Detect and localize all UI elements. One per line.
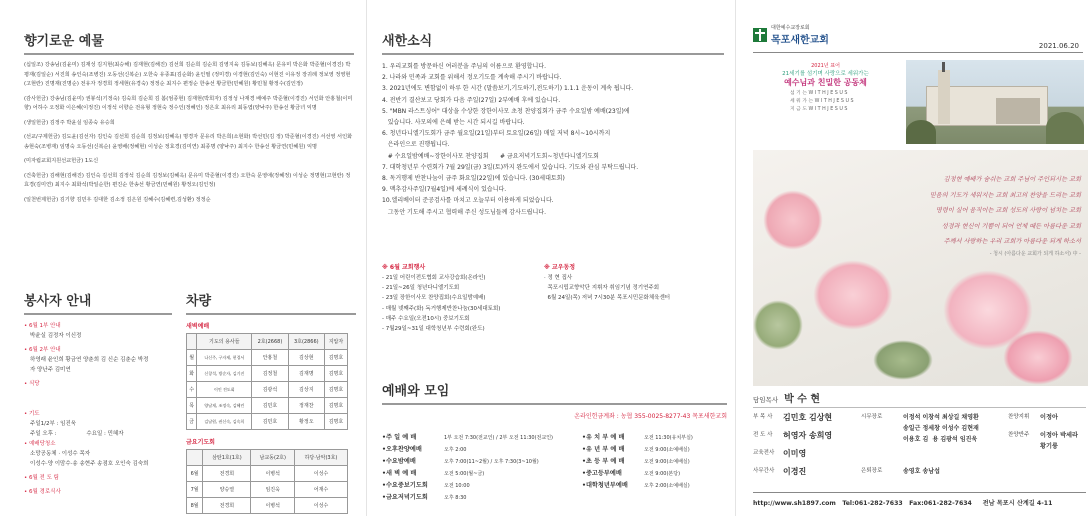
poem-line: 믿음의 기도가 세워지는 교회 최고의 찬양을 드리는 교회: [929, 191, 1081, 199]
guild-title: ※ 교우동정: [544, 264, 576, 271]
events-list: [382, 273, 542, 334]
table-cell: 금: [187, 414, 197, 430]
staff-names: 김민호 김상현: [783, 413, 833, 422]
cleaning-line: 이성수·양 이맘수·송 송현주 송점호 오인숙 김숙희: [30, 461, 149, 467]
worship-name: •대학청년부예배: [582, 482, 628, 489]
guild-item: 목포시립교향악단 지휘자 취임기념 정기연주회: [544, 285, 660, 292]
table-row: [187, 414, 348, 430]
volunteer-group-label: • 6월 1부 안내: [24, 323, 61, 329]
table-cell: 이병석: [251, 466, 294, 482]
table-cell: 이인 전도회: [197, 382, 252, 398]
poem-credit: - 청시 (아름다운 교회가 되게 하소서) 中 -: [989, 251, 1081, 257]
staff-role: 전 도 사: [753, 432, 773, 438]
divider: [753, 52, 1083, 53]
worship-name: •오후찬양예배: [382, 446, 422, 453]
worship-time: 오전 10:00: [444, 483, 470, 489]
divider: [186, 313, 356, 315]
motto-block: [768, 62, 883, 114]
table-header-cell: [187, 450, 203, 466]
event-item: - 매월 넷째주(화) 독거행제반찬나눔(30세대토회): [382, 305, 501, 312]
worship-schedule-left: [382, 432, 582, 504]
friday-vehicle-table: [186, 449, 348, 514]
staff-role: 교육전사: [753, 450, 775, 456]
staff-role: 찬양반주: [1008, 432, 1030, 438]
staff-names: 이미영: [783, 449, 807, 458]
worship-time: 오후 2:00(소예배실): [644, 483, 690, 489]
poem-line: 주께서 사랑하는 우리 교회가 아름다운 되게 하소서: [943, 238, 1081, 245]
table-row: [187, 498, 348, 514]
staff-names: 이정석 이창석 최상길 채영환 송일근 정세창 이성수 김현재 이용호 김 용 김광석 임진욱: [903, 414, 979, 443]
table-cell: 김상지: [288, 382, 324, 398]
table-header-cell: 남교동(2호): [251, 450, 294, 466]
news-item: # 수요일밤예배~장한이사모 찬양집회 # 금요저녁기도회~청년다니엘기도회: [382, 152, 599, 160]
worship-row: [382, 444, 582, 456]
volunteer-group-label: • 식당: [24, 381, 40, 387]
volunteer-group-body: 하영래 윤인희 황금연 양춘희 김 신순 김춘순 박정자 양난주 김미연: [30, 357, 149, 373]
volunteer-group-body: 박윤실 김정자 이신정: [30, 333, 82, 339]
table-cell: 김명호: [324, 382, 347, 398]
table-header-cell: 지압자: [324, 334, 347, 350]
table-cell: 화: [187, 366, 197, 382]
offering-paragraph: (일천번제헌금) 김기향 김민우 김대한 김소정 김은원 김혜수(김혜련,김성환) 정정순: [24, 196, 211, 203]
worship-row: [582, 468, 727, 480]
prayer-line: 주일1/2부 : 임진욱: [30, 421, 77, 427]
meal-label: • 6월 경로식사: [24, 489, 61, 495]
worship-row: [582, 444, 727, 456]
pastor-name: 박 수 현: [784, 394, 821, 405]
church-logo: [753, 24, 829, 46]
table-row: [187, 466, 348, 482]
middle-panel: [372, 0, 732, 516]
staff-role: 사무간사: [753, 468, 775, 474]
church-name: 목포새한교회: [771, 35, 829, 46]
worship-title: 예배와 모임: [382, 384, 450, 399]
news-item: 1. 우리교회를 방문하신 여러분을 주님의 이름으로 환영합니다.: [382, 63, 546, 70]
offering-list: [24, 61, 354, 205]
news-item: 7. 대학청년부 수련회가 7월 29일(금) 3일(토)까지 완도에서 있습니다. 기도와 관심 부탁드립니다.: [382, 163, 639, 171]
worship-name: •수요중보기도회: [382, 482, 428, 489]
worship-time: 오전 11:30(유치부실): [644, 435, 693, 441]
guild-list: [544, 273, 724, 304]
table-cell: 이성수: [294, 498, 347, 514]
volunteer-section: [24, 290, 172, 497]
prayer-line: 주일 오후 : 수요일 : 민혜자: [30, 431, 124, 437]
news-item: 있습니다. 사모의에 은혜 받는 시간 되시길 바랍니다.: [382, 119, 525, 127]
staff-role: 은퇴장로: [861, 468, 883, 474]
staff-role: 찬양지휘: [1008, 414, 1030, 420]
guild-item: · 정 현 집사: [544, 275, 573, 281]
worship-name: •초 등 부 예 배: [582, 458, 625, 465]
table-cell: 김재명: [288, 366, 324, 382]
table-header-cell: 2호(2668): [252, 334, 288, 350]
worship-time: 오전 5:00(월~금): [444, 471, 485, 477]
news-item: 10.엘리베이터 준공검사를 마치고 오늘부터 이용하게 되었습니다.: [382, 197, 554, 205]
table-header-cell: [187, 334, 197, 350]
table-cell: 나신주, 구자제, 현경서: [197, 350, 252, 366]
worship-name: •중고등부예배: [582, 470, 622, 477]
news-item: 9. 맥추감사주일(7월4일)에 세례식이 있습니다.: [382, 186, 507, 194]
table-header-row: [187, 450, 348, 466]
table-cell: 수: [187, 382, 197, 398]
news-item: 3. 2021년에도 변함없이 하루 한 시간 (말씀보기,기도하기,전도하기) 1.1.1 운동이 계속 됩니다.: [382, 85, 634, 93]
table-cell: 김명호: [324, 398, 347, 414]
right-panel: [738, 0, 1091, 516]
table-cell: 김민호: [252, 398, 288, 414]
staff-names: 이정아 박세라 황기륭: [1040, 432, 1079, 450]
news-item: 2. 나라와 민족과 교회를 위해서 정오기도를 계속해 주시기 바랍니다.: [382, 74, 562, 82]
motto-year: 2021년 표어: [811, 63, 840, 69]
cleaning-line: 소망공동체 · 이성수 목자: [30, 451, 91, 457]
table-header-row: [187, 334, 348, 350]
worship-time: 오후 2:00: [444, 447, 467, 453]
cross-icon: [753, 28, 767, 42]
offering-title: 향기로운 예물: [24, 34, 104, 49]
worship-row: [582, 480, 727, 492]
staff-names: 허영자 송희영: [783, 431, 833, 440]
guild-item: 6월 24일(목) 저녁 7시30분 목포시민문화체육센터: [544, 295, 671, 302]
worship-row: [382, 432, 582, 444]
staff-names: 이경진: [783, 467, 807, 476]
table-header-cell: 3호(2866): [288, 334, 324, 350]
table-header-cell: 삼탄1호(1호): [203, 450, 251, 466]
table-cell: 김민호: [252, 414, 288, 430]
worship-time: 오전 9:00(본당): [644, 471, 681, 477]
news-item: 8. 독거행제 반찬나눔이 금주 화요일(22일)에 있습니다. (30세대토회): [382, 175, 565, 183]
table-row: [187, 366, 348, 382]
table-cell: 김상현: [288, 350, 324, 366]
table-header-cell: 하당·남악(3호): [294, 450, 347, 466]
staff-role: 시무장로: [861, 414, 883, 420]
dawn-vehicle-table: [186, 333, 348, 430]
worship-name: •주 일 예 배: [382, 434, 417, 441]
table-cell: 전경희: [203, 498, 251, 514]
denomination: 대한예수교장로회: [771, 25, 810, 31]
friday-vehicle-title: 금요기도회: [186, 439, 215, 446]
table-cell: 이병석: [251, 498, 294, 514]
table-cell: 목: [187, 398, 197, 414]
table-row: [187, 482, 348, 498]
news-list: [382, 61, 724, 218]
worship-time: 오후 7:00(11~2월) / 오후 7:30(3~10월): [444, 459, 539, 465]
table-row: [187, 382, 348, 398]
news-item: 그동안 기도해 주시고 협력해 주신 성도님들께 감사드립니다.: [382, 208, 546, 216]
worship-time: 오전 9:00(소예배실): [644, 459, 690, 465]
table-cell: 정재찬: [288, 398, 324, 414]
worship-row: [382, 492, 582, 504]
worship-time: 오전 9:00(소예배실): [644, 447, 690, 453]
vehicle-title: 차량: [186, 294, 212, 309]
poem: [791, 172, 1081, 250]
staff-role: 부 목 사: [753, 414, 773, 420]
offering-paragraph: (미자립교회지원선교헌금) 1도신: [24, 158, 99, 164]
table-cell: 이성수: [294, 466, 347, 482]
events-section: [382, 263, 542, 334]
prayer-label: • 기도: [24, 411, 40, 417]
guild-section: [544, 263, 724, 304]
event-item: - 21일~26일 청년다니엘기도회: [382, 285, 460, 292]
volunteer-title: 봉사자 안내: [24, 294, 92, 309]
offering-paragraph: (건축헌금) 김해현(김해진) 김인숙 김선희 김정석 김순희 김정보(김혜옥) 문유미 박준혈(이경진) 오한숙 문영애(정혜정) 이성순 정명현(고현란) 정효경(김미연) 최지수 최화석(박일순한) 편진순 한송선 황금연(민혜원) 황정오(김인정): [24, 172, 351, 188]
worship-row: [382, 468, 582, 480]
divider: [24, 53, 354, 55]
church-building-photo: [906, 60, 1084, 144]
news-item: 4. 전반기 결산보고 당회가 다음 주일(27일) 2부예배 후에 있습니다.: [382, 96, 561, 104]
table-cell: 전경희: [203, 466, 251, 482]
table-cell: 안홍철: [252, 350, 288, 366]
table-cell: 월: [187, 350, 197, 366]
table-cell: 6월: [187, 466, 203, 482]
bulletin-date: 2021.06.20: [1038, 42, 1079, 50]
table-row: [187, 350, 348, 366]
offering-paragraph: (십일조) 강송님(김윤미) 김재성 김지현(최승해) 김재현(김해진) 김선희 김순희 김순희 김영지육 김동보(김혜옥) 문유미 박은화 박준혈(이경진) 박평재(김일순) 서진희 송인숙(조병진) 오동선(신복순) 오한숙 유종표(김순화) 윤인필 (정미경) 이경현(김인숙) 이현진 이유정 장귀례 정보영 정영현(고현란) 진명재(진명순) 전유자 정경희 정세현(유경숙) 정정순 최지수 편정순 한송선 황금한(민혜원) 황민철 황정수(김인정): [24, 62, 351, 87]
news-item: 5. "MBN 라스트싱어" 대상을 수상한 장한이사모 초청 찬양집회가 금주 수요일밤 예배(23일)에: [382, 107, 630, 115]
table-cell: 신창석, 방순자, 김기진: [197, 366, 252, 382]
poem-line: 김정현 예배가 숨쉬는 교회 주님이 주인되시는 교회: [943, 176, 1081, 183]
table-cell: 김정철: [252, 366, 288, 382]
event-item: - 21일 어린이전도협회 교사강습회(온라인): [382, 275, 486, 281]
divider: [753, 407, 1086, 408]
divider: [382, 403, 727, 405]
staff-grid: [753, 412, 1086, 487]
motto-sub: 섬 기 는 W I T H J E S U S: [790, 91, 848, 96]
worship-name: •유 년 부 예 배: [582, 446, 625, 453]
staff-section: [753, 390, 1086, 507]
poem-line: 성경과 현신이 기쁨이 되어 언제 때든 아름다운 교회: [941, 222, 1081, 230]
table-cell: 7월: [187, 482, 203, 498]
online-account: 온라인헌금계좌 : 농협 355-0025-8277-43 목포새한교회: [574, 413, 727, 420]
offering-paragraph: (감사헌금) 강송님(김윤미) 권봉석(기정숙) 김숙희 김순희 김 봄(엄종현) 김재현(박희자) 김정성 나재경 배예주 박준혈(이경진) 서인화 안홍철(이미향) 어하수 오정화 이은혜(이정진) 이정석 이향순 전유형 정현숙 정수인(정혜인) 정은호 최유리 최동엽(양낙주) 한송선 황금녀 익명: [24, 95, 353, 111]
table-cell: 어재수: [294, 482, 347, 498]
flower-image: [753, 150, 1088, 386]
table-cell: 8월: [187, 498, 203, 514]
motto-line2: 예수님과 친밀한 공동체: [784, 78, 867, 87]
worship-section: [382, 380, 727, 504]
worship-row: [382, 456, 582, 468]
offering-paragraph: (생일헌금) 김정주 박윤실 임종숙 유승희: [24, 119, 115, 126]
divider: [382, 53, 724, 55]
table-cell: 김명호: [324, 414, 347, 430]
table-cell: 양남재, 조정숙, 김혜린: [197, 398, 252, 414]
table-cell: 김남원, 권신숙, 김숙희: [197, 414, 252, 430]
table-cell: 김광석: [252, 382, 288, 398]
dawn-vehicle-title: 새벽예배: [186, 323, 210, 330]
worship-name: •유 치 부 예 배: [582, 434, 625, 441]
news-title: 새한소식: [382, 34, 433, 49]
vehicle-section: [186, 290, 356, 514]
worship-time: 오후 8:30: [444, 495, 467, 501]
staff-names: 이정아: [1040, 414, 1058, 421]
flower-label: • 6월 전 도 팀: [24, 475, 59, 481]
table-row: [187, 398, 348, 414]
event-item: - 매주 수요일(오전10시) 중보기도회: [382, 315, 470, 322]
news-item: 은라인으로 진행됩니다.: [382, 141, 450, 149]
poem-line: 명령이 실어 움직이는 교회 성도의 사랑이 넘치는 교회: [935, 207, 1081, 214]
worship-schedule-right: [582, 432, 727, 504]
staff-names: 송영호 송남섭: [903, 468, 940, 475]
contact-footer: http://www.sh1897.com Tel:061-282-7633 Fax:061-282-7634 전남 목포시 산계길 4-11: [753, 500, 1053, 507]
table-cell: 김명호: [324, 366, 347, 382]
events-title: ※ 6월 교회행사: [382, 264, 426, 271]
table-cell: 황정오: [288, 414, 324, 430]
motto-sub: 세 워 가 는 W I T H J E S U S: [790, 99, 854, 104]
column-divider: [366, 0, 367, 516]
table-header-cell: 기도의 용사들: [197, 334, 252, 350]
divider: [24, 313, 172, 315]
table-cell: 임진욱: [251, 482, 294, 498]
motto-sub: 지 금 도 W I T H J E S U S: [790, 107, 848, 112]
table-cell: 김명호: [324, 350, 347, 366]
event-item: - 23일 장한이사모 찬양집회(수요일밤예배): [382, 295, 486, 302]
worship-name: •금요저녁기도회: [382, 494, 428, 501]
left-panel: [0, 0, 362, 516]
motto-line1: 21세기를 섬기며 사랑으로 세워가는: [782, 71, 869, 77]
news-item: 6. 청년다니엘기도회가 금주 월요일(21일)부터 토요일(26일) 매일 저녁 8시~10시까지: [382, 130, 611, 138]
worship-row: [382, 480, 582, 492]
table-cell: 양승열: [203, 482, 251, 498]
cleaning-label: • 예배당청소: [24, 441, 56, 447]
worship-name: •새 벽 예 배: [382, 470, 417, 477]
worship-row: [582, 456, 727, 468]
event-item: - 7월29일~31일 대학청년부 수련회(완도): [382, 326, 485, 333]
worship-name: •수요밤예배: [382, 458, 416, 465]
pastor-label: 담임목사: [753, 396, 779, 404]
worship-time: 1부 오전 7:30(전교인) / 2부 오전 11:30(전교인): [444, 435, 553, 441]
offering-paragraph: (선교/구제헌금) 김도윤(김선자) 김인숙 김선희 김순희 김정보(김혜옥) 명경자 문유리 박은희(소현화) 박선민(김 정) 박준혈(이경진) 서선영 서인화 송현숙(조병재) 임명숙 오동선(신복순) 윤영배(정혜현) 이성순 정효경(김미연) 최종명 (양낙주) 최지수 한송선 황금연(민혜원) 익명: [24, 134, 353, 150]
worship-row: [582, 432, 727, 444]
column-divider: [735, 0, 736, 516]
volunteer-group-label: • 6월 2부 안내: [24, 347, 61, 353]
